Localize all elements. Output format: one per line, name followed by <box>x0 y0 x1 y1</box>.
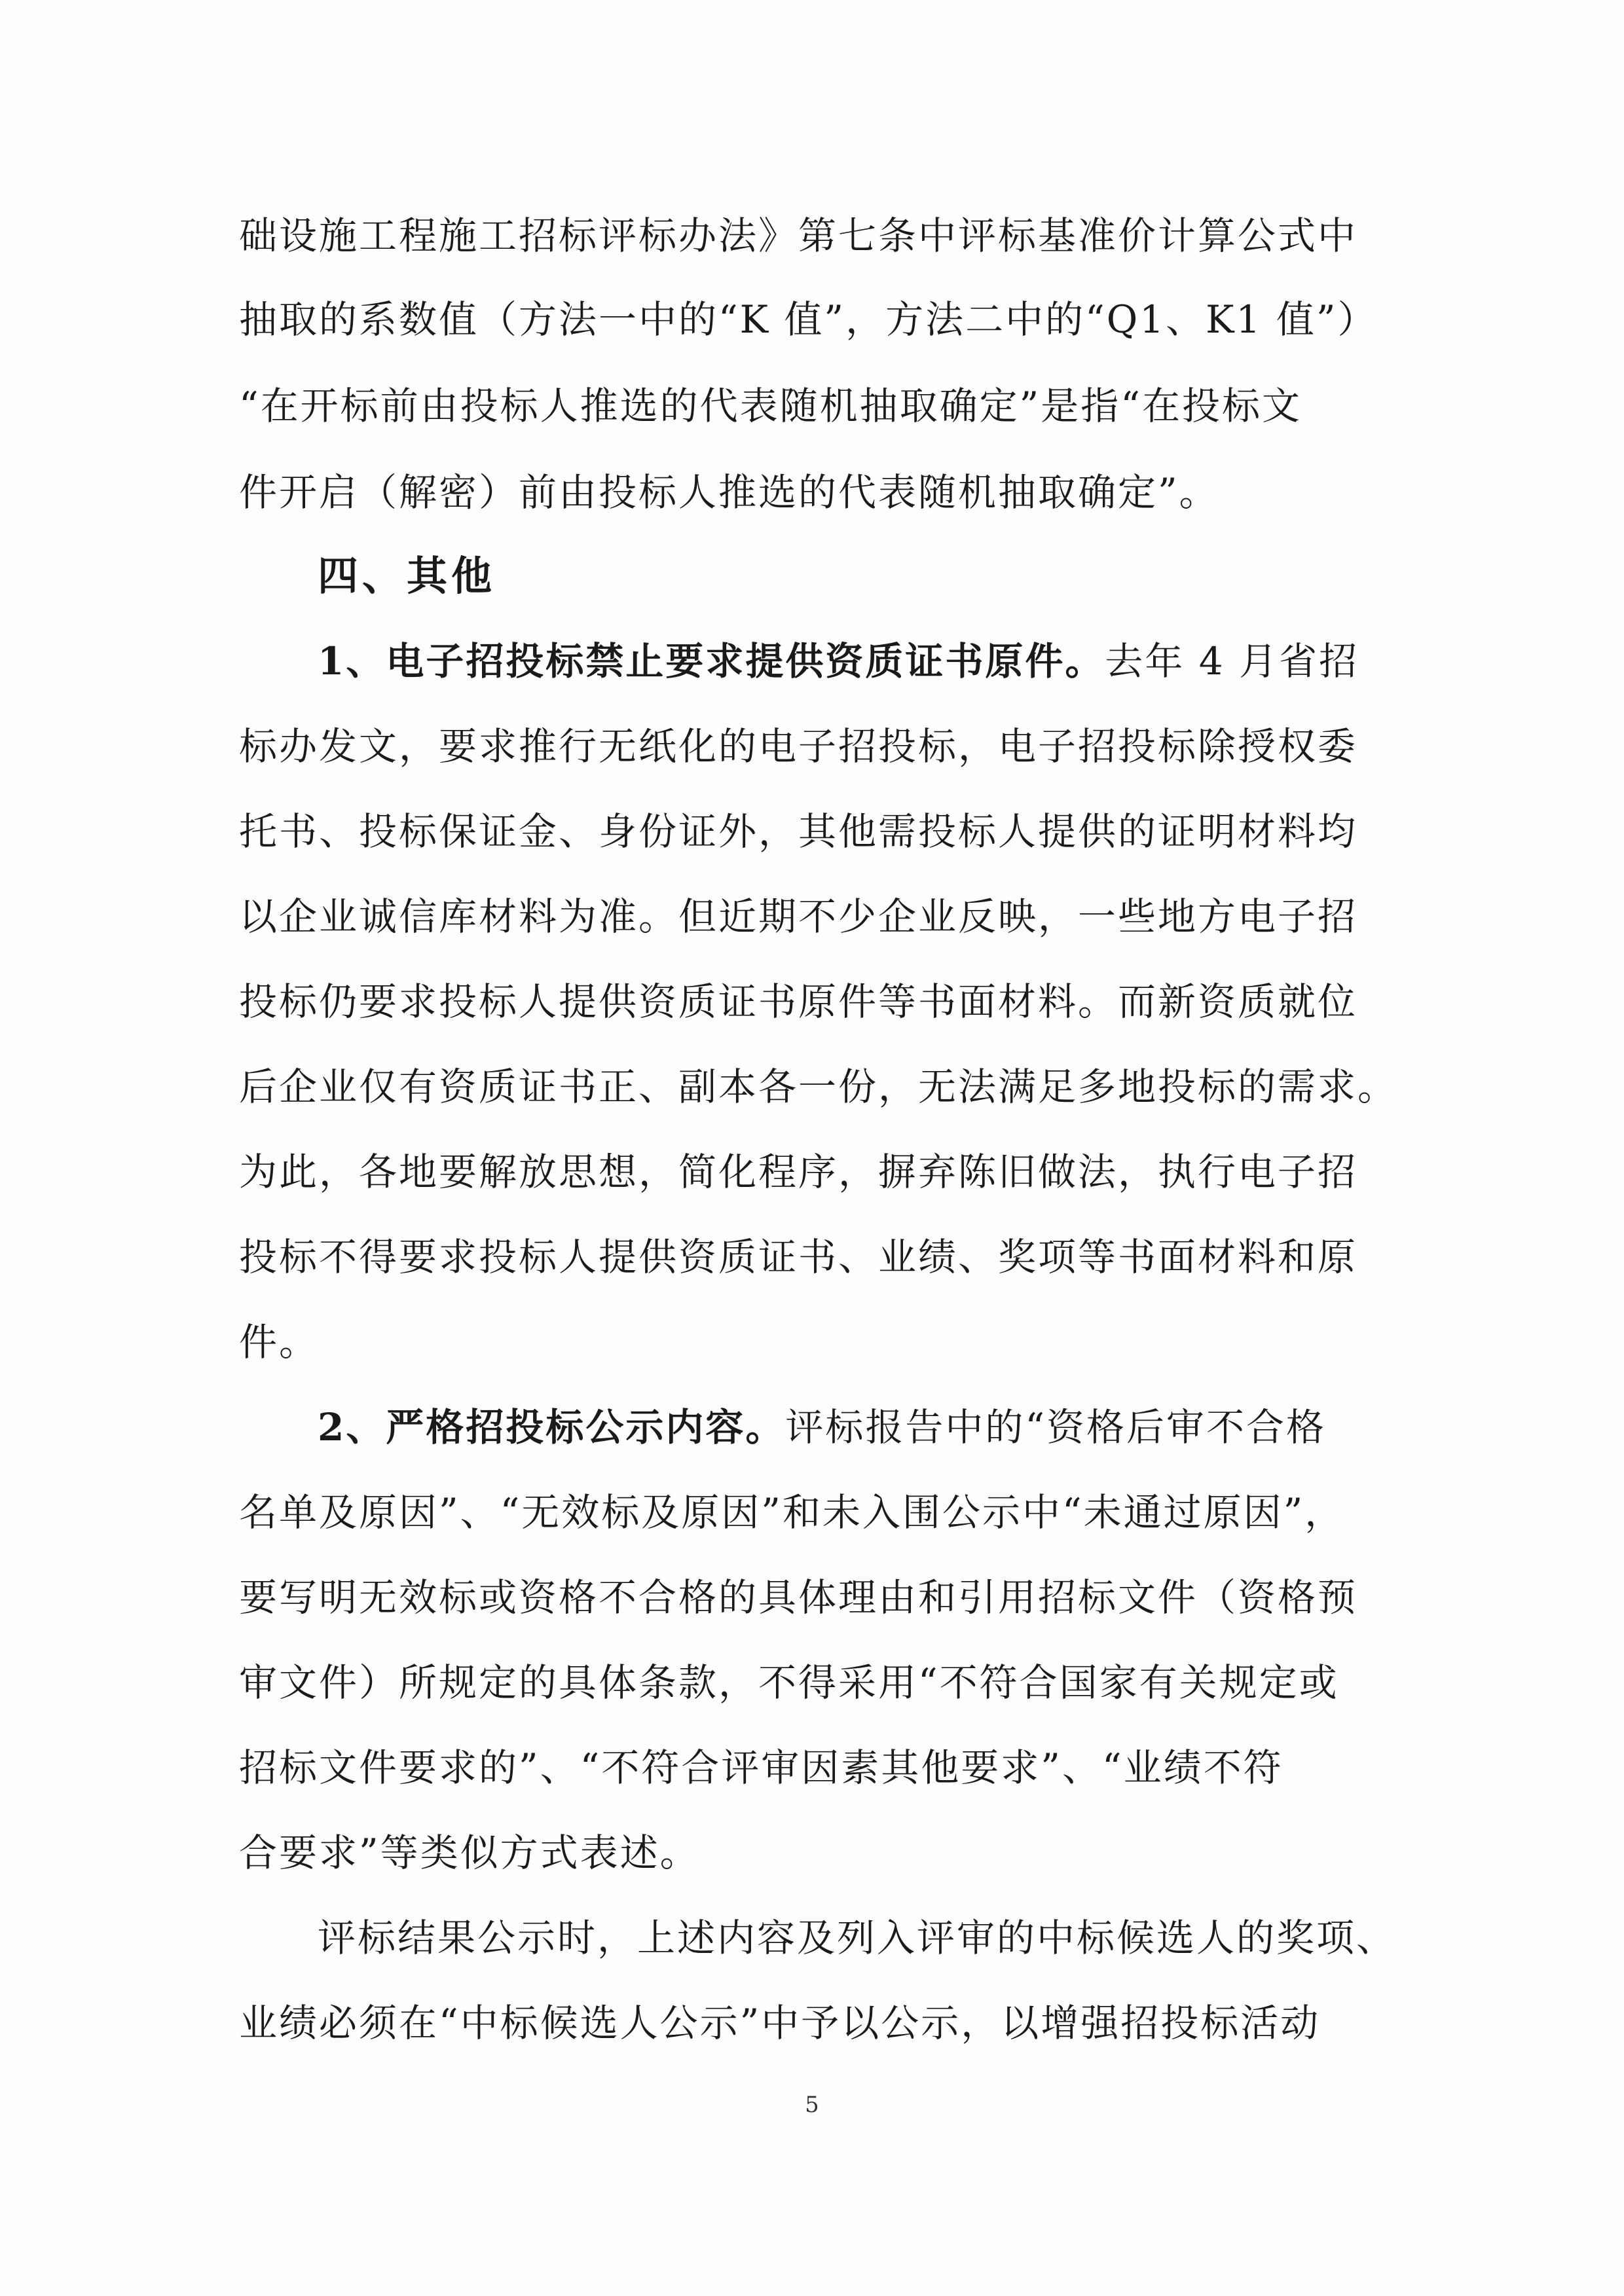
body-line: 件。 <box>239 1320 320 1364</box>
body-line: 要写明无效标或资格不合格的具体理由和引用招标文件（资格预 <box>239 1575 1358 1620</box>
body-line: 业绩必须在“中标候选人公示”中予以公示，以增强招投标活动 <box>239 2001 1321 2045</box>
body-line: 投标仍要求投标人提供资质证书原件等书面材料。而新资质就位 <box>239 979 1358 1024</box>
body-line: 为此，各地要解放思想，简化程序，摒弃陈旧做法，执行电子招 <box>239 1150 1358 1194</box>
body-line: 抽取的系数值（方法一中的“K 值”，方法二中的“Q1、K1 值”） <box>239 297 1378 342</box>
body-line: 评标结果公示时，上述内容及列入评审的中标候选人的奖项、 <box>318 1916 1397 1960</box>
item2-lead: 2、严格招投标公示内容。 <box>318 1405 786 1449</box>
body-line: “在开标前由投标人推选的代表随机抽取确定”是指“在投标文 <box>239 384 1302 428</box>
body-line: 合要求”等类似方式表述。 <box>239 1831 700 1875</box>
body-line: 以企业诚信库材料为准。但近期不少企业反映，一些地方电子招 <box>239 894 1358 939</box>
body-line: 投标不得要求投标人提供资质证书、业绩、奖项等书面材料和原 <box>239 1235 1358 1279</box>
page-number: 5 <box>805 2092 819 2118</box>
body-line: 审文件）所规定的具体条款，不得采用“不符合国家有关规定或 <box>239 1660 1339 1705</box>
item1-first-line <box>318 635 1359 687</box>
body-line: 招标文件要求的”、“不符合评审因素其他要求”、“业绩不符 <box>239 1745 1283 1790</box>
body-line: 后企业仅有资质证书正、副本各一份，无法满足多地投标的需求。 <box>239 1065 1398 1109</box>
body-line: 础设施工程施工招标评标办法》第七条中评标基准价计算公式中 <box>239 213 1358 258</box>
item2-first-line <box>318 1401 1326 1453</box>
section-heading: 四、其他 <box>318 552 496 600</box>
body-line: 标办发文，要求推行无纸化的电子招投标，电子招投标除授权委 <box>239 724 1358 769</box>
item1-lead: 1、电子招投标禁止要求提供资质证书原件。 <box>318 639 1105 683</box>
item1-first-line-rest: 去年 4 月省招 <box>1105 639 1359 683</box>
item2-first-line-rest: 评标报告中的“资格后审不合格 <box>785 1405 1327 1449</box>
body-line: 件开启（解密）前由投标人推选的代表随机抽取确定”。 <box>239 470 1219 515</box>
body-line: 托书、投标保证金、身份证外，其他需投标人提供的证明材料均 <box>239 809 1358 854</box>
body-line: 名单及原因”、“无效标及原因”和未入围公示中“未通过原因”， <box>239 1490 1345 1535</box>
